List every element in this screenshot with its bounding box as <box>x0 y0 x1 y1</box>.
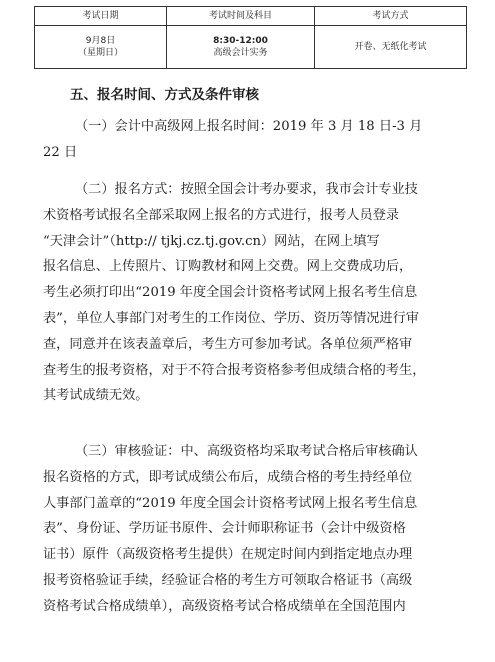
exam-date: 9月8日 <box>85 36 116 46</box>
cell-exam-date <box>35 26 167 69</box>
paragraph-line: 报考资格验证手续，经验证合格的考生方可领取合格证书（高级 <box>43 572 413 588</box>
cell-exam-method: 开卷、无纸化考试 <box>315 26 467 69</box>
paragraph-line: 考生必须打印出“2019 年度全国会计资格考试网上报名考生信息 <box>43 285 418 301</box>
section-heading: 五、报名时间、方式及条件审核 <box>70 87 259 103</box>
paragraph-line: 22 日 <box>43 144 78 160</box>
exam-schedule-table <box>34 6 467 69</box>
header-exam-method: 考试方式 <box>315 7 467 26</box>
exam-time: 8:30-12:00 <box>213 36 268 46</box>
paragraph-line: （一）会计中高级网上报名时间：2019 年 3 月 18 日-3 月 <box>75 119 423 134</box>
exam-subject: 高级会计实务 <box>213 48 268 58</box>
paragraph-line: 报名信息、上传照片、订购教材和网上交费。网上交费成功后， <box>43 259 413 275</box>
paragraph-line: 人事部门盖章的“2019 年度全国会计资格考试网上报名考生信息 <box>43 495 418 511</box>
paragraph-line: 表”、身份证、学历证书原件、会计师职称证书（会计中级资格 <box>43 521 406 537</box>
paragraph-qualification-review <box>43 439 468 620</box>
paragraph-line: 术资格考试报名全部采取网上报名的方式进行，报考人员登录 <box>43 207 400 223</box>
paragraph-line: 资格考试合格成绩单），高级资格考试合格成绩单在全国范围内 <box>43 598 406 614</box>
cell-exam-time-subject <box>167 26 315 69</box>
paragraph-line: 其考试成绩无效。 <box>43 388 149 404</box>
paragraph-line: 查考生的报考资格，对于不符合报考资格参考但成绩合格的考生， <box>43 362 426 378</box>
paragraph-line: （二）报名方式：按照全国会计考办要求，我市会计专业技 <box>75 182 418 197</box>
paragraph-line: “天津会计”（http:// tjkj.cz.tj.gov.cn）网站，在网上填写 <box>43 233 380 249</box>
paragraph-line: 查，同意并在该表盖章后，考生方可参加考试。各单位须严格审 <box>43 336 413 352</box>
table-header-row <box>35 7 467 26</box>
header-exam-date: 考试日期 <box>35 7 167 26</box>
paragraph-line: （三）审核验证：中、高级资格均采取考试合格后审核确认 <box>75 444 418 459</box>
exam-weekday: （星期日） <box>77 48 123 58</box>
paragraph-registration-time <box>43 114 468 166</box>
paragraph-line: 表”，单位人事部门对考生的工作岗位、学历、资历等情况进行审 <box>43 310 419 326</box>
paragraph-registration-method <box>43 177 468 409</box>
paragraph-line: 证书）原件（高级资格考生提供）在规定时间内到指定地点办理 <box>43 547 413 563</box>
table-row <box>35 26 467 69</box>
paragraph-line: 报名资格的方式，即考试成绩公布后，成绩合格的考生持经单位 <box>43 469 413 485</box>
header-exam-time-subject: 考试时间及科目 <box>167 7 315 26</box>
